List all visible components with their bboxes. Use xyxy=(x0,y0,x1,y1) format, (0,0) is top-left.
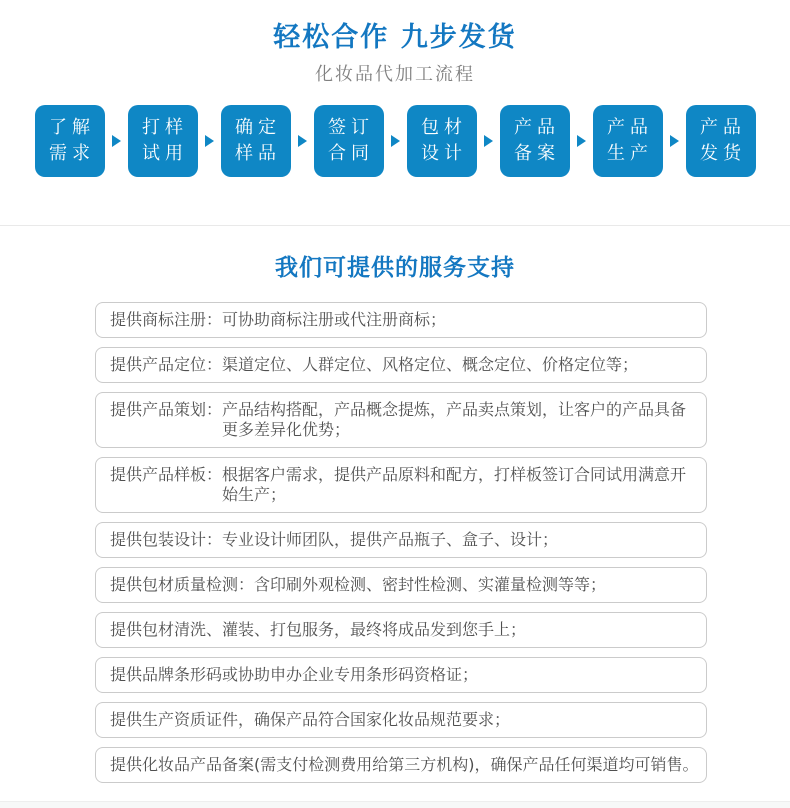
flow-step-understand-needs xyxy=(35,105,105,177)
service-item-text: 提供产品样板：根据客户需求，提供产品原料和配方，打样板签订合同试用满意开始生产； xyxy=(110,465,687,504)
service-item-text: 提供包材质量检测：含印刷外观检测、密封性检测、实灌量检测等等； xyxy=(110,575,607,594)
services-section-title: 我们可提供的服务支持 xyxy=(275,255,515,281)
step-label-line: 设计 xyxy=(421,143,467,164)
service-item-text: 提供产品策划：产品结构搭配，产品概念提炼，产品卖点策划，让客户的产品具备更多差异化优势； xyxy=(110,400,687,439)
process-flow xyxy=(0,105,790,177)
step-label-line: 了解 xyxy=(49,117,95,138)
service-item-text: 提供商标注册：可协助商标注册或代注册商标； xyxy=(110,310,447,329)
step-label-line: 合同 xyxy=(328,143,374,164)
service-item-quality-check xyxy=(95,567,707,603)
step-label-line: 发货 xyxy=(700,143,746,164)
arrow-right-icon xyxy=(391,135,400,147)
bottom-edge-strip xyxy=(0,801,790,808)
section-divider xyxy=(0,225,790,226)
flow-step-packaging-design xyxy=(407,105,477,177)
page-title: 轻松合作 九步发货 xyxy=(273,22,517,53)
service-item-positioning xyxy=(95,347,707,383)
service-item-barcode xyxy=(95,657,707,693)
arrow-right-icon xyxy=(484,135,493,147)
flow-step-product-registration xyxy=(500,105,570,177)
step-label-line: 试用 xyxy=(142,143,188,164)
arrow-right-icon xyxy=(298,135,307,147)
service-item-text: 提供包装设计：专业设计师团队，提供产品瓶子、盒子、设计； xyxy=(110,530,559,549)
service-item-certificates xyxy=(95,702,707,738)
service-item-text: 提供产品定位：渠道定位、人群定位、风格定位、概念定位、价格定位等； xyxy=(110,355,639,374)
arrow-right-icon xyxy=(112,135,121,147)
page-header xyxy=(0,0,790,87)
service-item-text: 提供化妆品产品备案(需支付检测费用给第三方机构)，确保产品任何渠道均可销售。 xyxy=(110,755,699,774)
step-label-line: 生产 xyxy=(607,143,653,164)
arrow-right-icon xyxy=(577,135,586,147)
service-item-planning xyxy=(95,392,707,448)
service-item-text: 提供包材清洗、灌装、打包服务，最终将成品发到您手上； xyxy=(110,620,527,639)
service-item-filling-packing xyxy=(95,612,707,648)
services-list xyxy=(95,302,707,783)
flow-step-sign-contract xyxy=(314,105,384,177)
service-item-sample xyxy=(95,457,707,513)
service-item-text: 提供生产资质证件，确保产品符合国家化妆品规范要求； xyxy=(110,710,511,729)
arrow-right-icon xyxy=(670,135,679,147)
service-item-text: 提供品牌条形码或协助申办企业专用条形码资格证； xyxy=(110,665,479,684)
flow-step-sample-trial xyxy=(128,105,198,177)
flow-step-production xyxy=(593,105,663,177)
step-label-line: 需求 xyxy=(49,143,95,164)
service-item-record-filing xyxy=(95,747,707,783)
step-label-line: 产品 xyxy=(607,117,653,138)
step-label-line: 包材 xyxy=(421,117,467,138)
service-item-package-design xyxy=(95,522,707,558)
step-label-line: 样品 xyxy=(235,143,281,164)
step-label-line: 产品 xyxy=(700,117,746,138)
step-label-line: 确定 xyxy=(235,117,281,138)
step-label-line: 产品 xyxy=(514,117,560,138)
flow-step-confirm-sample xyxy=(221,105,291,177)
step-label-line: 打样 xyxy=(142,117,188,138)
arrow-right-icon xyxy=(205,135,214,147)
page-subtitle: 化妆品代加工流程 xyxy=(315,64,475,85)
step-label-line: 签订 xyxy=(328,117,374,138)
step-label-line: 备案 xyxy=(514,143,560,164)
service-item-trademark xyxy=(95,302,707,338)
flow-step-shipping xyxy=(686,105,756,177)
